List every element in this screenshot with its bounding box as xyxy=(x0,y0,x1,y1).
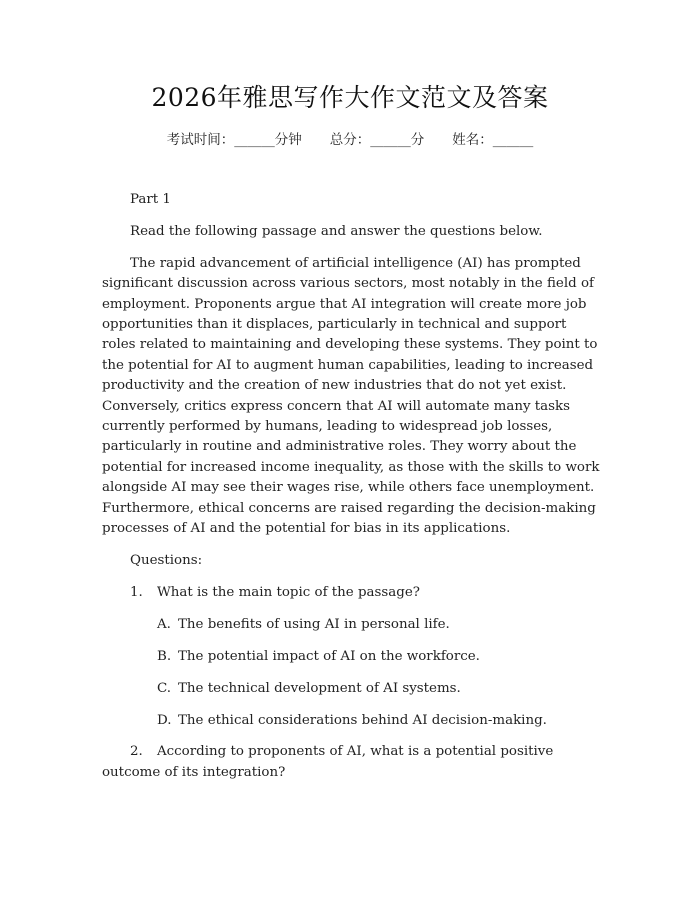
name-label: 姓名： xyxy=(452,132,493,148)
question-text: According to proponents of AI, what is a potential positive outcome of its integration? xyxy=(102,744,554,780)
total-score-unit: 分 xyxy=(410,132,425,148)
question-1 xyxy=(102,583,602,603)
option-text: The technical development of AI systems. xyxy=(178,680,461,696)
option-d xyxy=(102,711,602,731)
exam-info-line xyxy=(0,130,700,150)
exam-time-blank: ______ xyxy=(234,132,275,148)
option-text: The ethical considerations behind AI decision-making. xyxy=(178,712,547,728)
option-b xyxy=(102,647,602,667)
option-text: The benefits of using AI in personal life. xyxy=(178,616,450,632)
exam-time-unit: 分钟 xyxy=(274,132,302,148)
question-2 xyxy=(102,742,602,783)
name-blank: ______ xyxy=(492,132,534,148)
option-letter: D. xyxy=(157,712,172,728)
total-score-label: 总分： xyxy=(329,132,371,148)
instruction-text: Read the following passage and answer the questions below. xyxy=(130,223,543,239)
option-text: The potential impact of AI on the workforce. xyxy=(178,648,480,664)
question-text: What is the main topic of the passage? xyxy=(157,584,420,600)
option-c xyxy=(102,679,602,699)
document-title: 2026年雅思写作大作文范文及答案 xyxy=(151,83,549,112)
total-score-blank: ______ xyxy=(370,132,411,148)
question-number: 1. xyxy=(130,584,143,600)
questions-heading: Questions: xyxy=(130,553,203,568)
document-body xyxy=(102,190,602,795)
option-letter: B. xyxy=(157,648,172,664)
part-label: Part 1 xyxy=(130,192,171,207)
option-a xyxy=(102,615,602,635)
option-letter: C. xyxy=(157,680,172,696)
question-number: 2. xyxy=(130,744,143,760)
passage-paragraph: The rapid advancement of artificial intelligence (AI) has prompted significant discussion across various sectors, most notably in the field of employment. Proponents argue that AI integration will create more job opportunities than it displaces, particularly in technical and support roles related to maintaining and developing these systems. They point to the potential for AI to augment human capabilities, leading to increased productivity and the creation of new industries that do not yet exist. Conversely, critics express concern that AI will automate many tasks currently performed by humans, leading to widespread job losses, particularly in routine and administrative roles. They worry about the potential for increased income inequality, as those with the skills to work alongside AI may see their wages rise, while others face unemployment. Furthermore, ethical concerns are raised regarding the decision-making processes of AI and the potential for bias in its applications. xyxy=(102,255,600,537)
exam-time-label: 考试时间： xyxy=(166,132,235,148)
option-letter: A. xyxy=(157,616,171,632)
